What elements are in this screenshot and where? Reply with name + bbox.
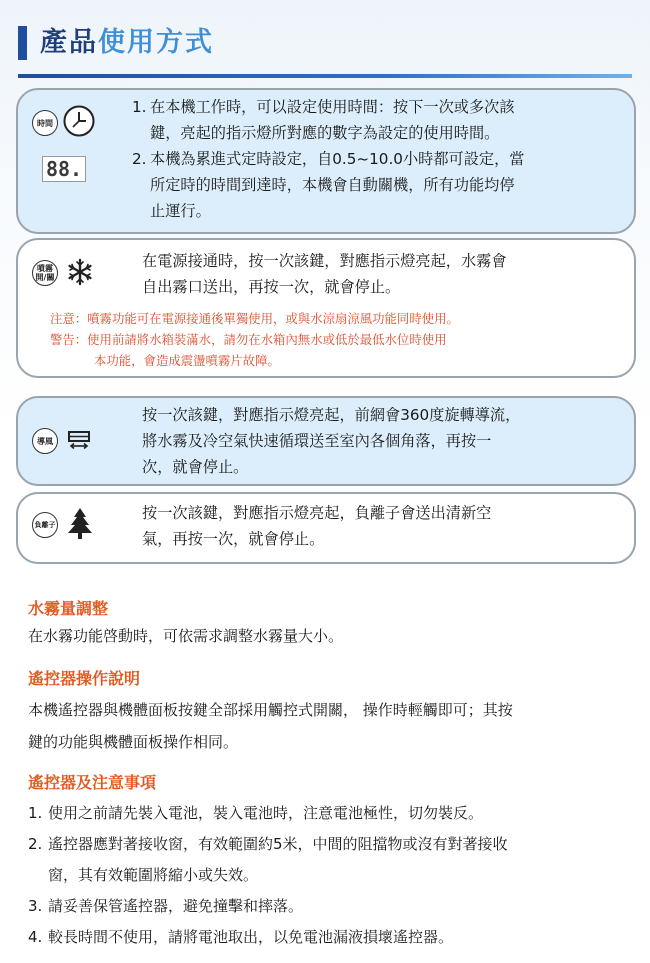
header-rule bbox=[18, 74, 632, 78]
mist-badge: 噴霧 開/關 bbox=[32, 260, 58, 286]
clock-icon bbox=[62, 104, 96, 138]
list-item: 2. 遙控器應對著接收窗，有效範圍約5米，中間的阻擋物或沒有對著接收 bbox=[28, 835, 508, 853]
page-title: 產品使用方式 bbox=[40, 27, 214, 58]
mist-description: 在電源接通時，按一次該鍵，對應指示燈亮起，水霧會 自出霧口送出，再按一次，就會停止。 bbox=[142, 252, 507, 296]
timer-item-2: 2. 本機為累進式定時設定，自0.5~10.0小時都可設定，當 所定時的時間到達時，本機會自動關機，所有功能均停 止運行。 bbox=[132, 150, 525, 220]
swing-fan-icon bbox=[66, 430, 92, 452]
title-accent-bar bbox=[18, 26, 27, 60]
remote-notes-list: 1. 使用之前請先裝入電池，裝入電池時，注意電池極性，切勿裝反。 2. 遙控器應對著接收窗，有效範圍約5米，中間的阻擋物或沒有對著接收 窗，其有效範圍將縮小或失效。 3. 請妥善保管遙控器，避免撞擊和摔落。 4. 較長時間不使用，請將電池取出，以免電池漏液損壞遙控器。 bbox=[28, 798, 508, 953]
mist-panel bbox=[16, 238, 636, 378]
timer-panel bbox=[16, 88, 636, 234]
ion-description: 按一次該鍵，對應指示燈亮起，負離子會送出清新空 氣，再按一次，就會停止。 bbox=[142, 504, 492, 548]
mist-caution-notes: 注意：噴霧功能可在電源接通後單獨使用，或與水涼扇涼風功能同時使用。 警告：使用前請將水箱裝滿水，請勿在水箱內無水或低於最低水位時使用 本功能，會造成震盪噴霧片故障。 bbox=[50, 311, 459, 368]
mist-adjust-text: 在水霧功能啓動時，可依需求調整水霧量大小。 bbox=[28, 627, 344, 645]
remote-notes-heading: 遙控器及注意事項 bbox=[28, 773, 157, 792]
timer-item-1: 1. 在本機工作時，可以設定使用時間：按下一次或多次該 鍵，亮起的指示燈所對應的數字為設定的使用時間。 bbox=[132, 98, 515, 142]
swing-panel bbox=[16, 396, 636, 486]
mist-adjust-heading: 水霧量調整 bbox=[28, 599, 109, 618]
digital-display-icon bbox=[42, 156, 86, 182]
list-item: 4. 較長時間不使用，請將電池取出，以免電池漏液損壞遙控器。 bbox=[28, 928, 454, 946]
pine-tree-icon bbox=[66, 506, 94, 540]
display-digits: 88. bbox=[45, 157, 83, 181]
list-item: 3. 請妥善保管遙控器，避免撞擊和摔落。 bbox=[28, 897, 304, 915]
remote-ops-text: 本機遙控器與機體面板按鍵全部採用觸控式開關， 操作時輕觸即可；其按 鍵的功能與機體面板操作相同。 bbox=[28, 701, 513, 751]
swing-badge: 導風 bbox=[32, 428, 58, 454]
list-item: 1. 使用之前請先裝入電池，裝入電池時，注意電池極性，切勿裝反。 bbox=[28, 804, 484, 822]
timer-badge: 時間 bbox=[32, 110, 58, 136]
remote-ops-heading: 遙控器操作說明 bbox=[28, 669, 141, 688]
snowflake-icon bbox=[66, 258, 94, 286]
page-header bbox=[18, 22, 632, 80]
ion-panel bbox=[16, 492, 636, 564]
swing-description: 按一次該鍵，對應指示燈亮起，前網會360度旋轉導流， 將水霧及冷空氣快速循環送至室內各個角落，再按一 次，就會停止。 bbox=[142, 406, 521, 476]
ion-badge: 負離子 bbox=[32, 512, 58, 538]
